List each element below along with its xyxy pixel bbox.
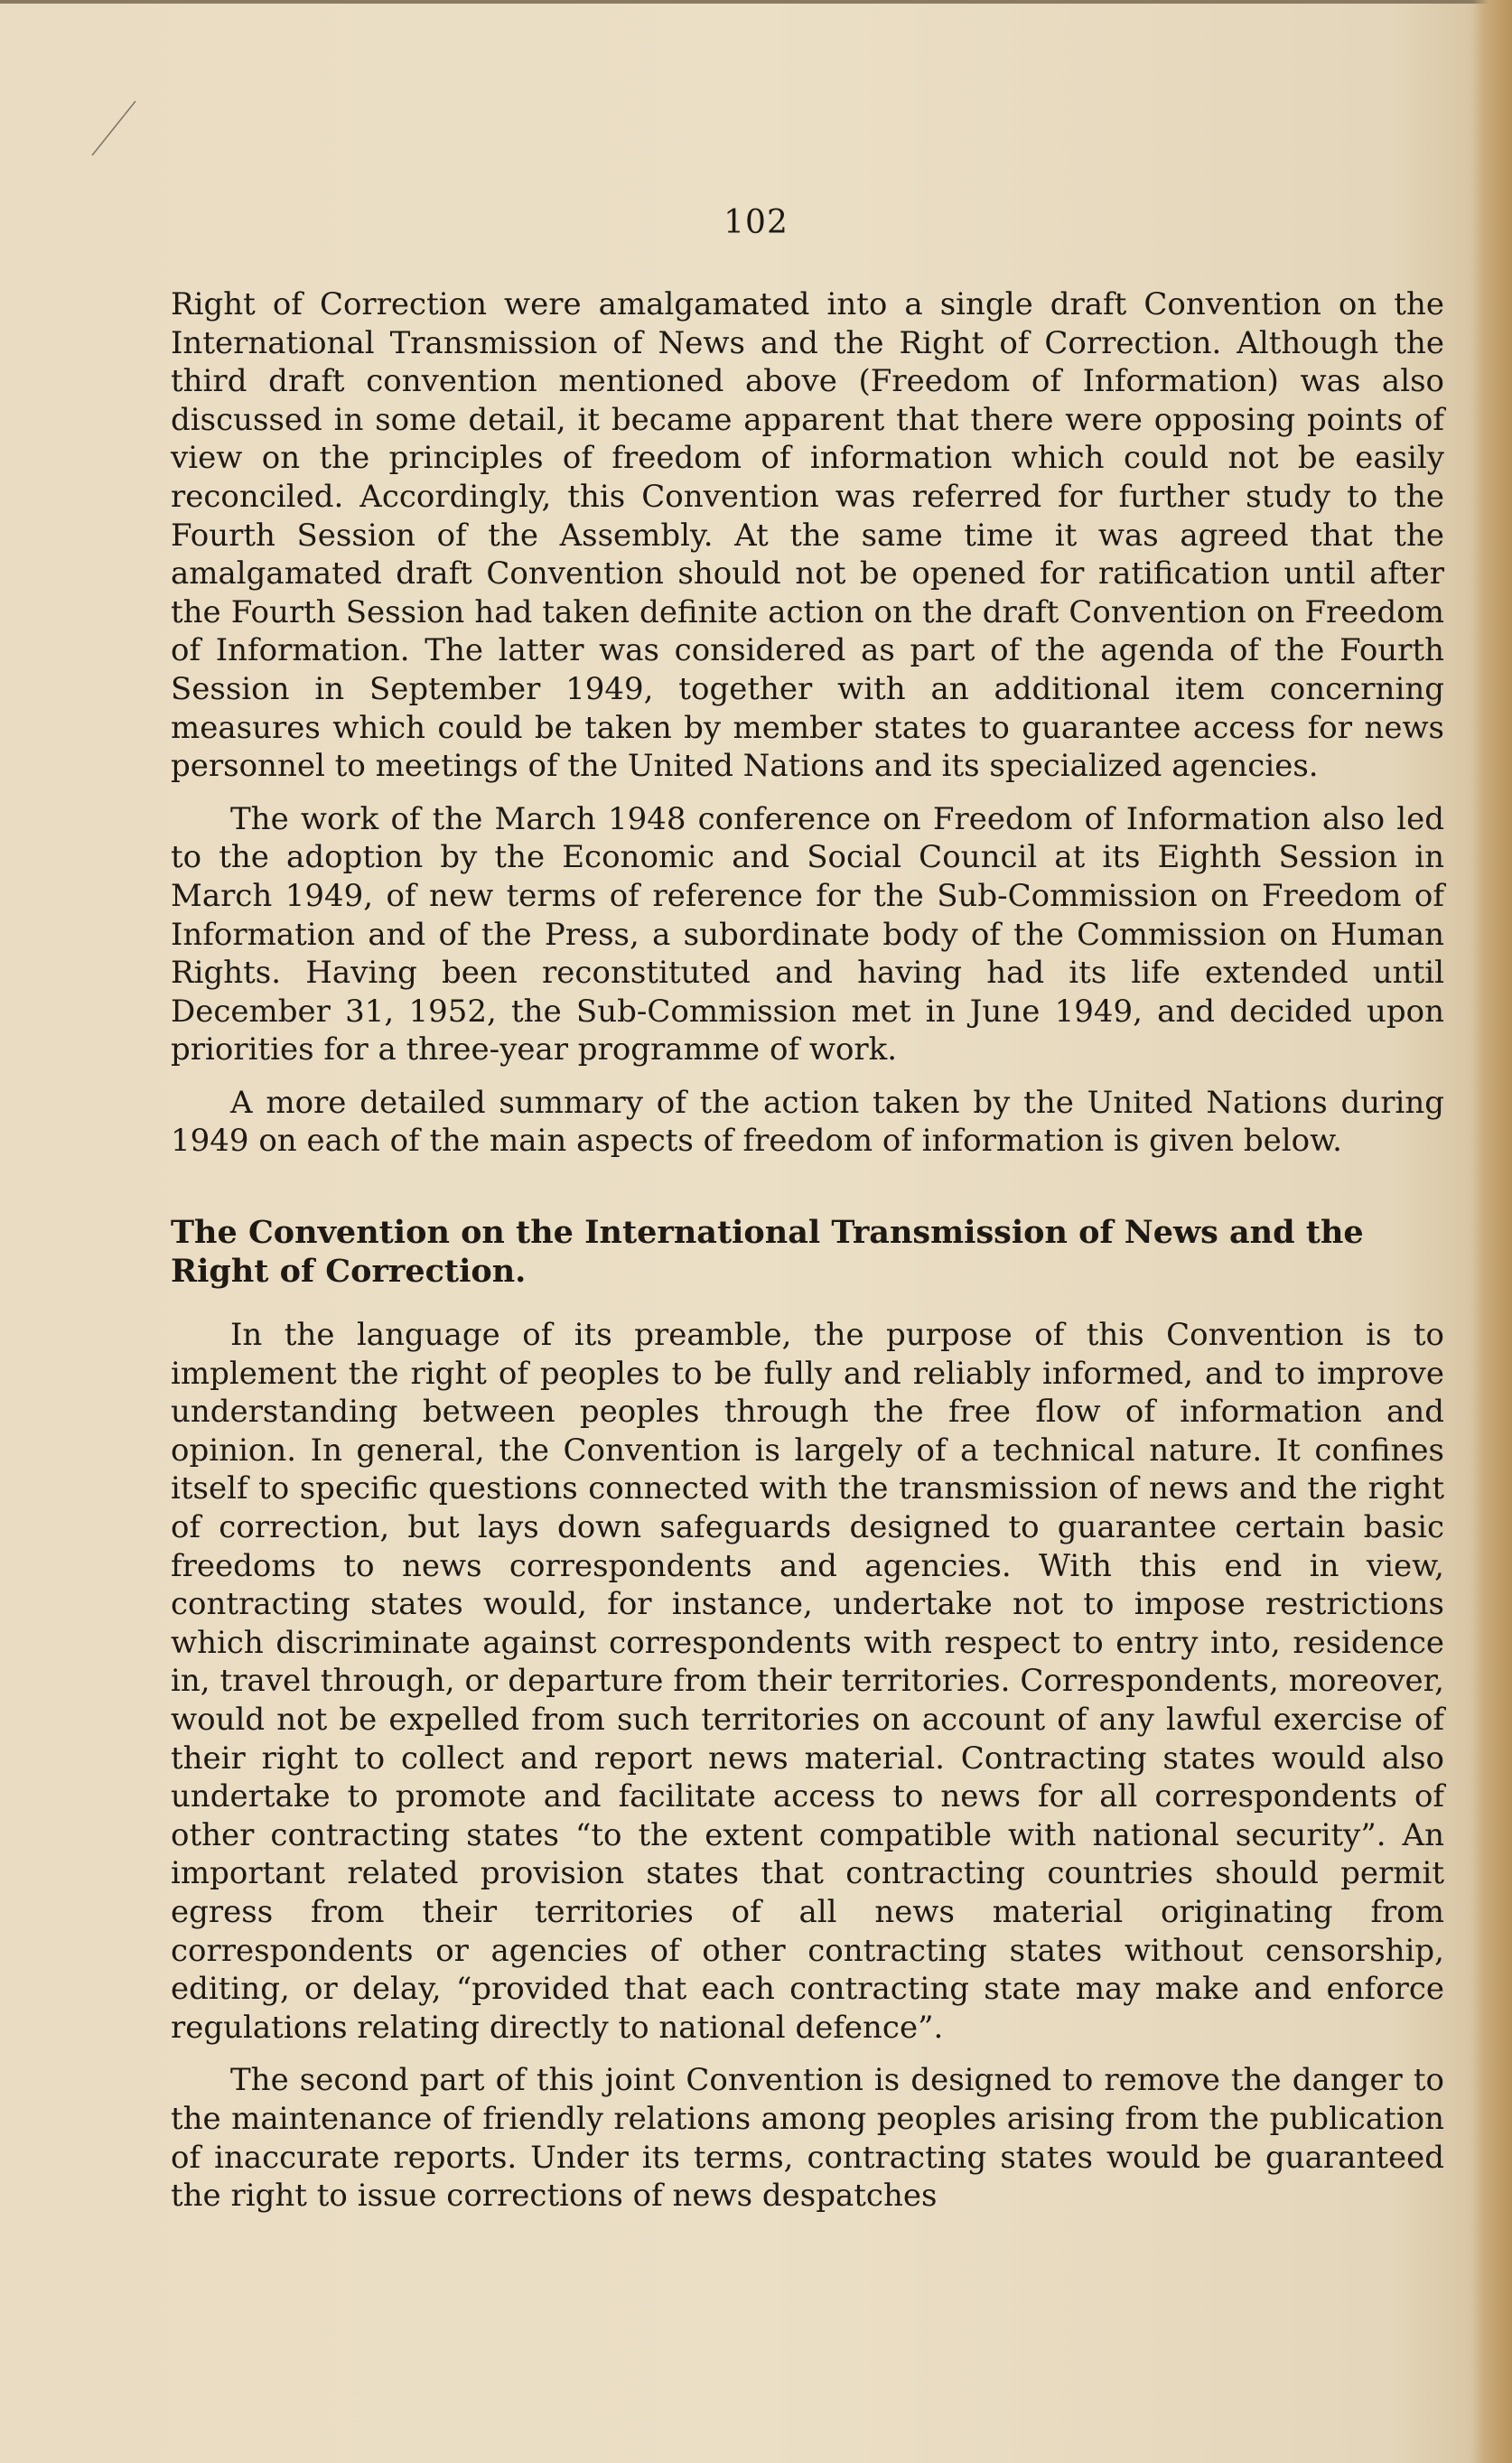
paragraph-march-conference: The work of the March 1948 conference on Freedom of Information also led to the adoption by the Economic and Social Council at its Eighth Session in March 1949, of new terms of reference for the Sub-Commission on Freedom of Information and of the Press, a subordinate body of the Commission on Human Rights. Having been reconstituted and having had its life extended until December 31, 1952, the Sub-Commission met in June 1949, and decided upon priorities for a three-year programme of work. [171,800,1444,1068]
page-body [171,285,1444,2216]
pencil-mark-icon [0,0,181,199]
page-binding-edge [1472,0,1512,2463]
paragraph-continuation: Right of Correction were amalgamated into a single draft Convention on the International Transmission of News and the Right of Correction. Although the third draft convention mentioned above (Freedom of Information) was also discussed in some detail, it became apparent that there were opposing points of view on the principles of freedom of information which could not be easily reconciled. Accordingly, this Convention was referred for further study to the Fourth Session of the Assembly. At the same time it was agreed that the amalgamated draft Convention should not be opened for ratification until after the Fourth Session had taken definite action on the draft Convention on Freedom of Information. The latter was considered as part of the agenda of the Fourth Session in September 1949, together with an additional item concerning measures which could be taken by member states to guarantee access for news personnel to meetings of the United Nations and its specialized agencies. [171,286,1444,785]
page-number: 102 [723,204,789,241]
paragraph-preamble: In the language of its preamble, the purpose of this Convention is to implement the right of peoples to be fully and reliably informed, and to improve understanding between peoples through the free flow of information and opinion. In general, the Convention is largely of a technical nature. It confines itself to specific questions connected with the transmission of news and the right of correction, but lays down safeguards designed to guarantee certain basic freedoms to news correspondents and agencies. With this end in view, contracting states would, for instance, undertake not to impose restrictions which discriminate against correspondents with respect to entry into, residence in, travel through, or departure from their territories. Correspondents, moreover, would not be expelled from such territories on account of any lawful exercise of their right to collect and report news material. Contracting states would also undertake to promote and facilitate access to news for all correspondents of other contracting states “to the extent compatible with national security”. An important related provision states that contracting countries should permit egress from their territories of all news material originating from correspondents or agencies of other contracting states without censorship, editing, or delay, “provided that each contracting state may make and enforce regulations relating directly to national defence”. [171,1317,1444,2046]
paragraph-summary-intro: A more detailed summary of the action taken by the United Nations during 1949 on each of the main aspects of freedom of information is given below. [171,1084,1444,1160]
paragraph-second-part: The second part of this joint Convention is designed to remove the danger to the maintenance of friendly relations among peoples arising from the publication of inaccurate reports. Under its terms, contracting states would be guaranteed the right to issue corrections of news despatches [171,2062,1444,2215]
section-heading: The Convention on the International Transmission of News and the Right of Correction. [171,1214,1364,1291]
page-top-edge [0,0,1512,4]
